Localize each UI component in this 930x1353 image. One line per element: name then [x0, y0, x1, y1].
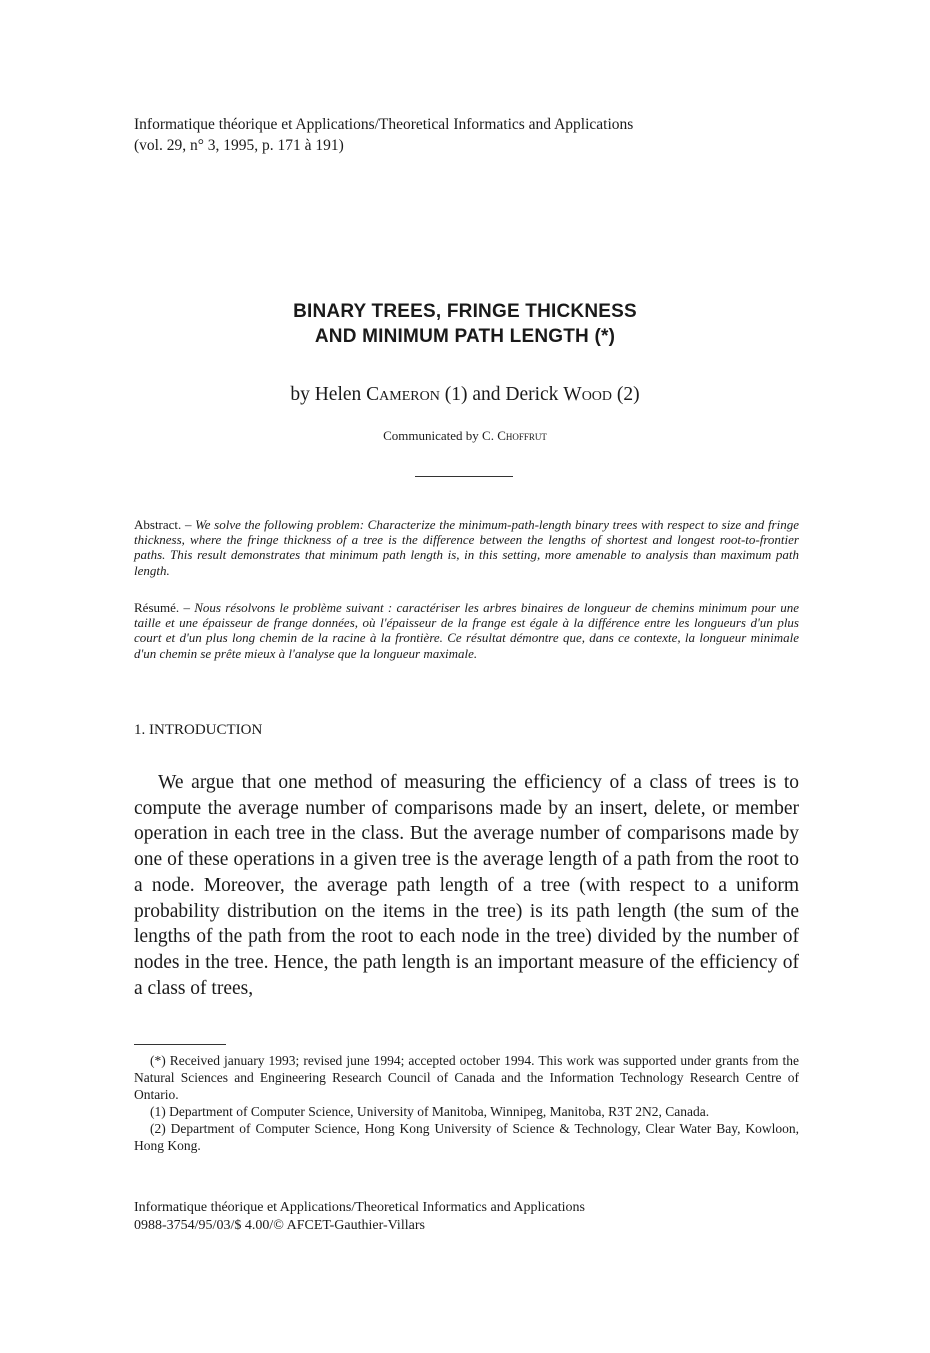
page-footer [134, 1199, 585, 1235]
author-1-surname: Cameron [366, 384, 440, 405]
journal-name: Informatique théorique et Applications/Theoretical Informatics and Applications [134, 116, 634, 133]
abstract-label: Abstract. – [134, 517, 196, 532]
communicated-prefix: Communicated by C. [383, 428, 498, 443]
footnote-1: (1) Department of Computer Science, University of Manitoba, Winnipeg, Manitoba, R3T 2N2, Canada. [150, 1104, 710, 1119]
paper-title [0, 299, 930, 349]
footnote-2: (2) Department of Computer Science, Hong Kong University of Science & Technology, Clear Water Bay, Kowloon, Hong Kong. [134, 1121, 799, 1153]
communicated-by [0, 428, 930, 444]
title-line-1: BINARY TREES, FRINGE THICKNESS [293, 301, 637, 322]
journal-volume: (vol. 29, n° 3, 1995, p. 171 à 191) [134, 137, 344, 154]
section-heading: 1. INTRODUCTION [134, 722, 263, 738]
footnotes [134, 1052, 799, 1154]
resume-label: Résumé. – [134, 600, 195, 615]
authors-by: by Helen [290, 384, 367, 405]
author-line [0, 384, 930, 406]
title-line-2: AND MINIMUM PATH LENGTH (*) [314, 326, 616, 347]
author-2-surname: Wood [563, 384, 613, 405]
footnote-star: (*) Received january 1993; revised june 1994; accepted october 1994. This work was supported under grants from the Natural Sciences and Engineering Research Council of Canada and the Information Technology Research Centre of Ontario. [134, 1053, 799, 1102]
footer-issn: 0988-3754/95/03/$ 4.00/© AFCET-Gauthier-Villars [134, 1218, 425, 1233]
footnote-divider [134, 1044, 226, 1045]
footer-journal-name: Informatique théorique et Applications/Theoretical Informatics and Applications [134, 1200, 585, 1215]
communicator-name: Choffrut [497, 428, 547, 443]
title-divider [415, 476, 513, 477]
author-1-footnote-mark: (1) [439, 384, 468, 405]
resume [134, 600, 799, 661]
abstract [134, 517, 799, 578]
journal-header [134, 114, 633, 156]
authors-and: and Derick [467, 384, 564, 405]
author-2-footnote-mark: (2) [612, 384, 640, 405]
abstract-text: We solve the following problem: Characterize the minimum-path-length binary trees with respect to size and fringe thickness, where the fringe thickness of a tree is the difference between the lengths of shortest and longest root-to-frontier paths. This result demonstrates that minimum path length is, in this setting, more amenable to analysis than maximum path length. [134, 517, 799, 578]
body-paragraph: We argue that one method of measuring the efficiency of a class of trees is to compute the average number of comparisons made by an insert, delete, or member operation in each tree in the class. But the average number of comparisons made by one of these operations in a given tree is the average length of a path from the root to a node. Moreover, the average path length of a tree (with respect to a uniform probability distribution on the items in the tree) is its path length (the sum of the lengths of the path from the root to each node in the tree) divided by the number of nodes in the tree. Hence, the path length is an important measure of the efficiency of a class of trees, [134, 772, 799, 999]
resume-text: Nous résolvons le problème suivant : caractériser les arbres binaires de longueur de chemins minimum pour une taille et une épaisseur de frange données, où l'épaisseur de la frange est égale à la différence entre les longueurs d'un plus court et d'un plus long chemin de la racine à la frontière. Ce résultat démontre que, dans ce contexte, la longueur minimale d'un chemin se prête mieux à l'analyse que la longueur maximale. [134, 600, 799, 661]
